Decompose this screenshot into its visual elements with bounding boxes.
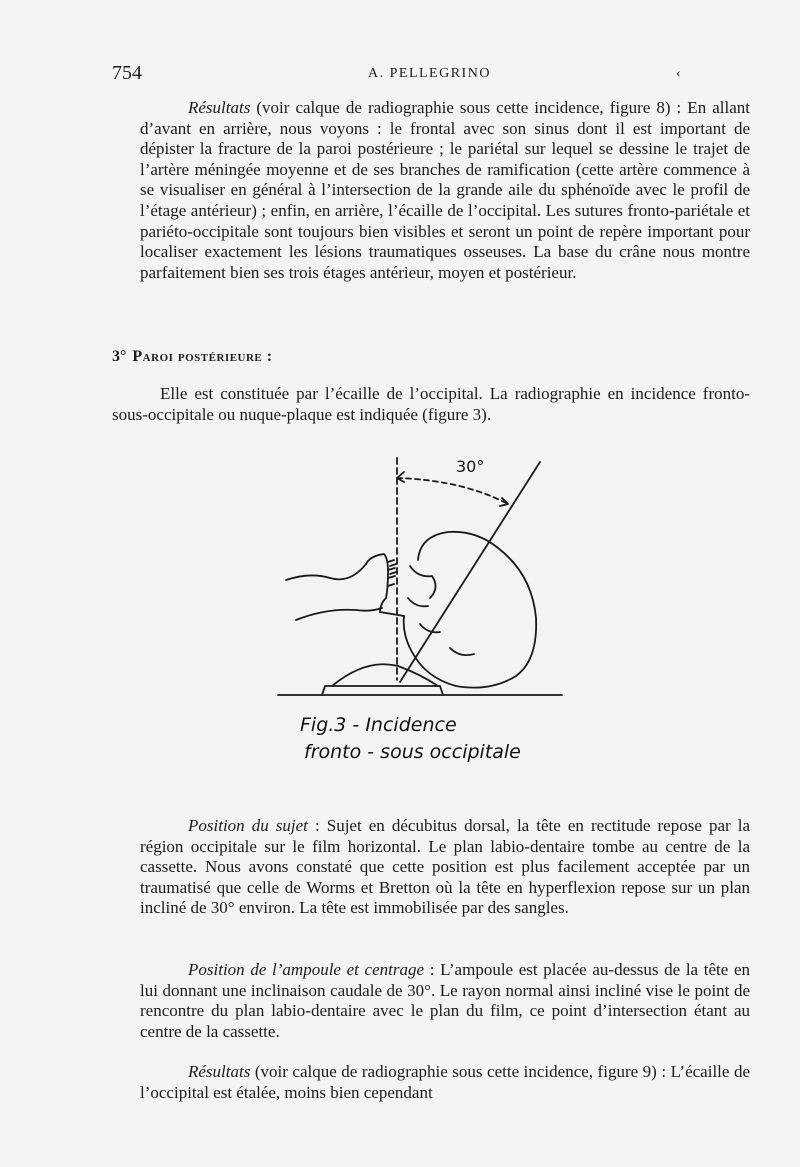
teeth-marks (388, 560, 396, 586)
paragraph-body: : L’ampoule est placée au-dessus de la tête en lui donnant une inclinaison caudale de 30°. Le rayon normal ainsi incliné vise le point de rencontre du plan labio-dentaire avec le plan du film, ce point d’intersection étant au centre de la cassette. (140, 960, 750, 1041)
cassette-outline (322, 686, 443, 695)
inclined-central-ray (400, 462, 540, 682)
neck-lower-outline (296, 608, 382, 620)
page-number: 754 (112, 62, 142, 84)
paragraph-results-figure-9 (140, 1062, 750, 1103)
caption-line-2: fronto - sous occipitale (304, 741, 521, 763)
face-detail (408, 566, 474, 655)
paragraph-body: (voir calque de radiographie sous cette incidence, figure 8) : En allant d’avant en arrière, nous voyons : le frontal avec son sinus dont il est important de dépister la fracture de la paroi postérieure ; le pariétal sur lequel se dessine le trajet de l’artère méningée moyenne et de ses branches de ramification (cette artère commence à se visualiser en général à l’intersection de la grande aile du sphénoïde avec le profil de l’étage antérieur) ; enfin, en arrière, l’écaille de l’occipital. Les sutures fronto-pariétale et pariéto-occipitale sont toujours bien visibles et seront un point de repère important pour localiser exactement les lésions traumatiques osseuses. La base du crâne nous montre parfaitement bien ses trois étages antérieur, moyen et postérieur. (140, 98, 750, 282)
paragraph-body: (voir calque de radiographie sous cette incidence, figure 9) : L’écaille de l’occipital est étalée, moins bien cependant (140, 1062, 750, 1102)
caption-line-1: Fig.3 - Incidence (300, 714, 457, 736)
paragraph-tube-position (140, 960, 750, 1042)
paragraph-lead: Résultats (188, 1062, 251, 1081)
section-title: Paroi postérieure : (132, 348, 273, 365)
neck-outline (286, 564, 366, 580)
skull-outline (404, 532, 536, 688)
paragraph-posterior-wall: Elle est constituée par l’écaille de l’occipital. La radiographie en incidence fronto-sous-occipitale ou nuque-plaque est indiquée (figure 3). (112, 384, 750, 424)
angle-label: 30° (456, 457, 485, 476)
figure-caption (300, 712, 521, 766)
paragraph-body: : Sujet en décubitus dorsal, la tête en rectitude repose par la région occipitale sur le film horizontal. Le plan labio-dentaire tombe au centre de la cassette. Nous avons constaté que cette position est plus facilement acceptée par un traumatisé que celle de Worms et Bretton où la tête en hyperflexion repose sur un plan incliné de 30° environ. La tête est immobilisée par des sangles. (140, 816, 750, 918)
figure-fronto-sous-occipitale (270, 448, 570, 703)
figure-drawing (270, 448, 570, 703)
paragraph-results-figure-8 (140, 98, 750, 283)
section-heading (112, 348, 273, 366)
paragraph-subject-position (140, 816, 750, 919)
angle-arc (397, 478, 508, 504)
header-mark: ‹ (676, 66, 681, 81)
paragraph-lead: Position du sujet (188, 816, 308, 835)
running-title: A. PELLEGRINO (368, 66, 491, 81)
reference-arrowhead (397, 472, 404, 482)
paragraph-lead: Position de l’ampoule et centrage (188, 960, 425, 979)
face-profile (366, 554, 404, 616)
paragraph-lead: Résultats (188, 98, 251, 117)
section-number: 3° (112, 348, 127, 365)
